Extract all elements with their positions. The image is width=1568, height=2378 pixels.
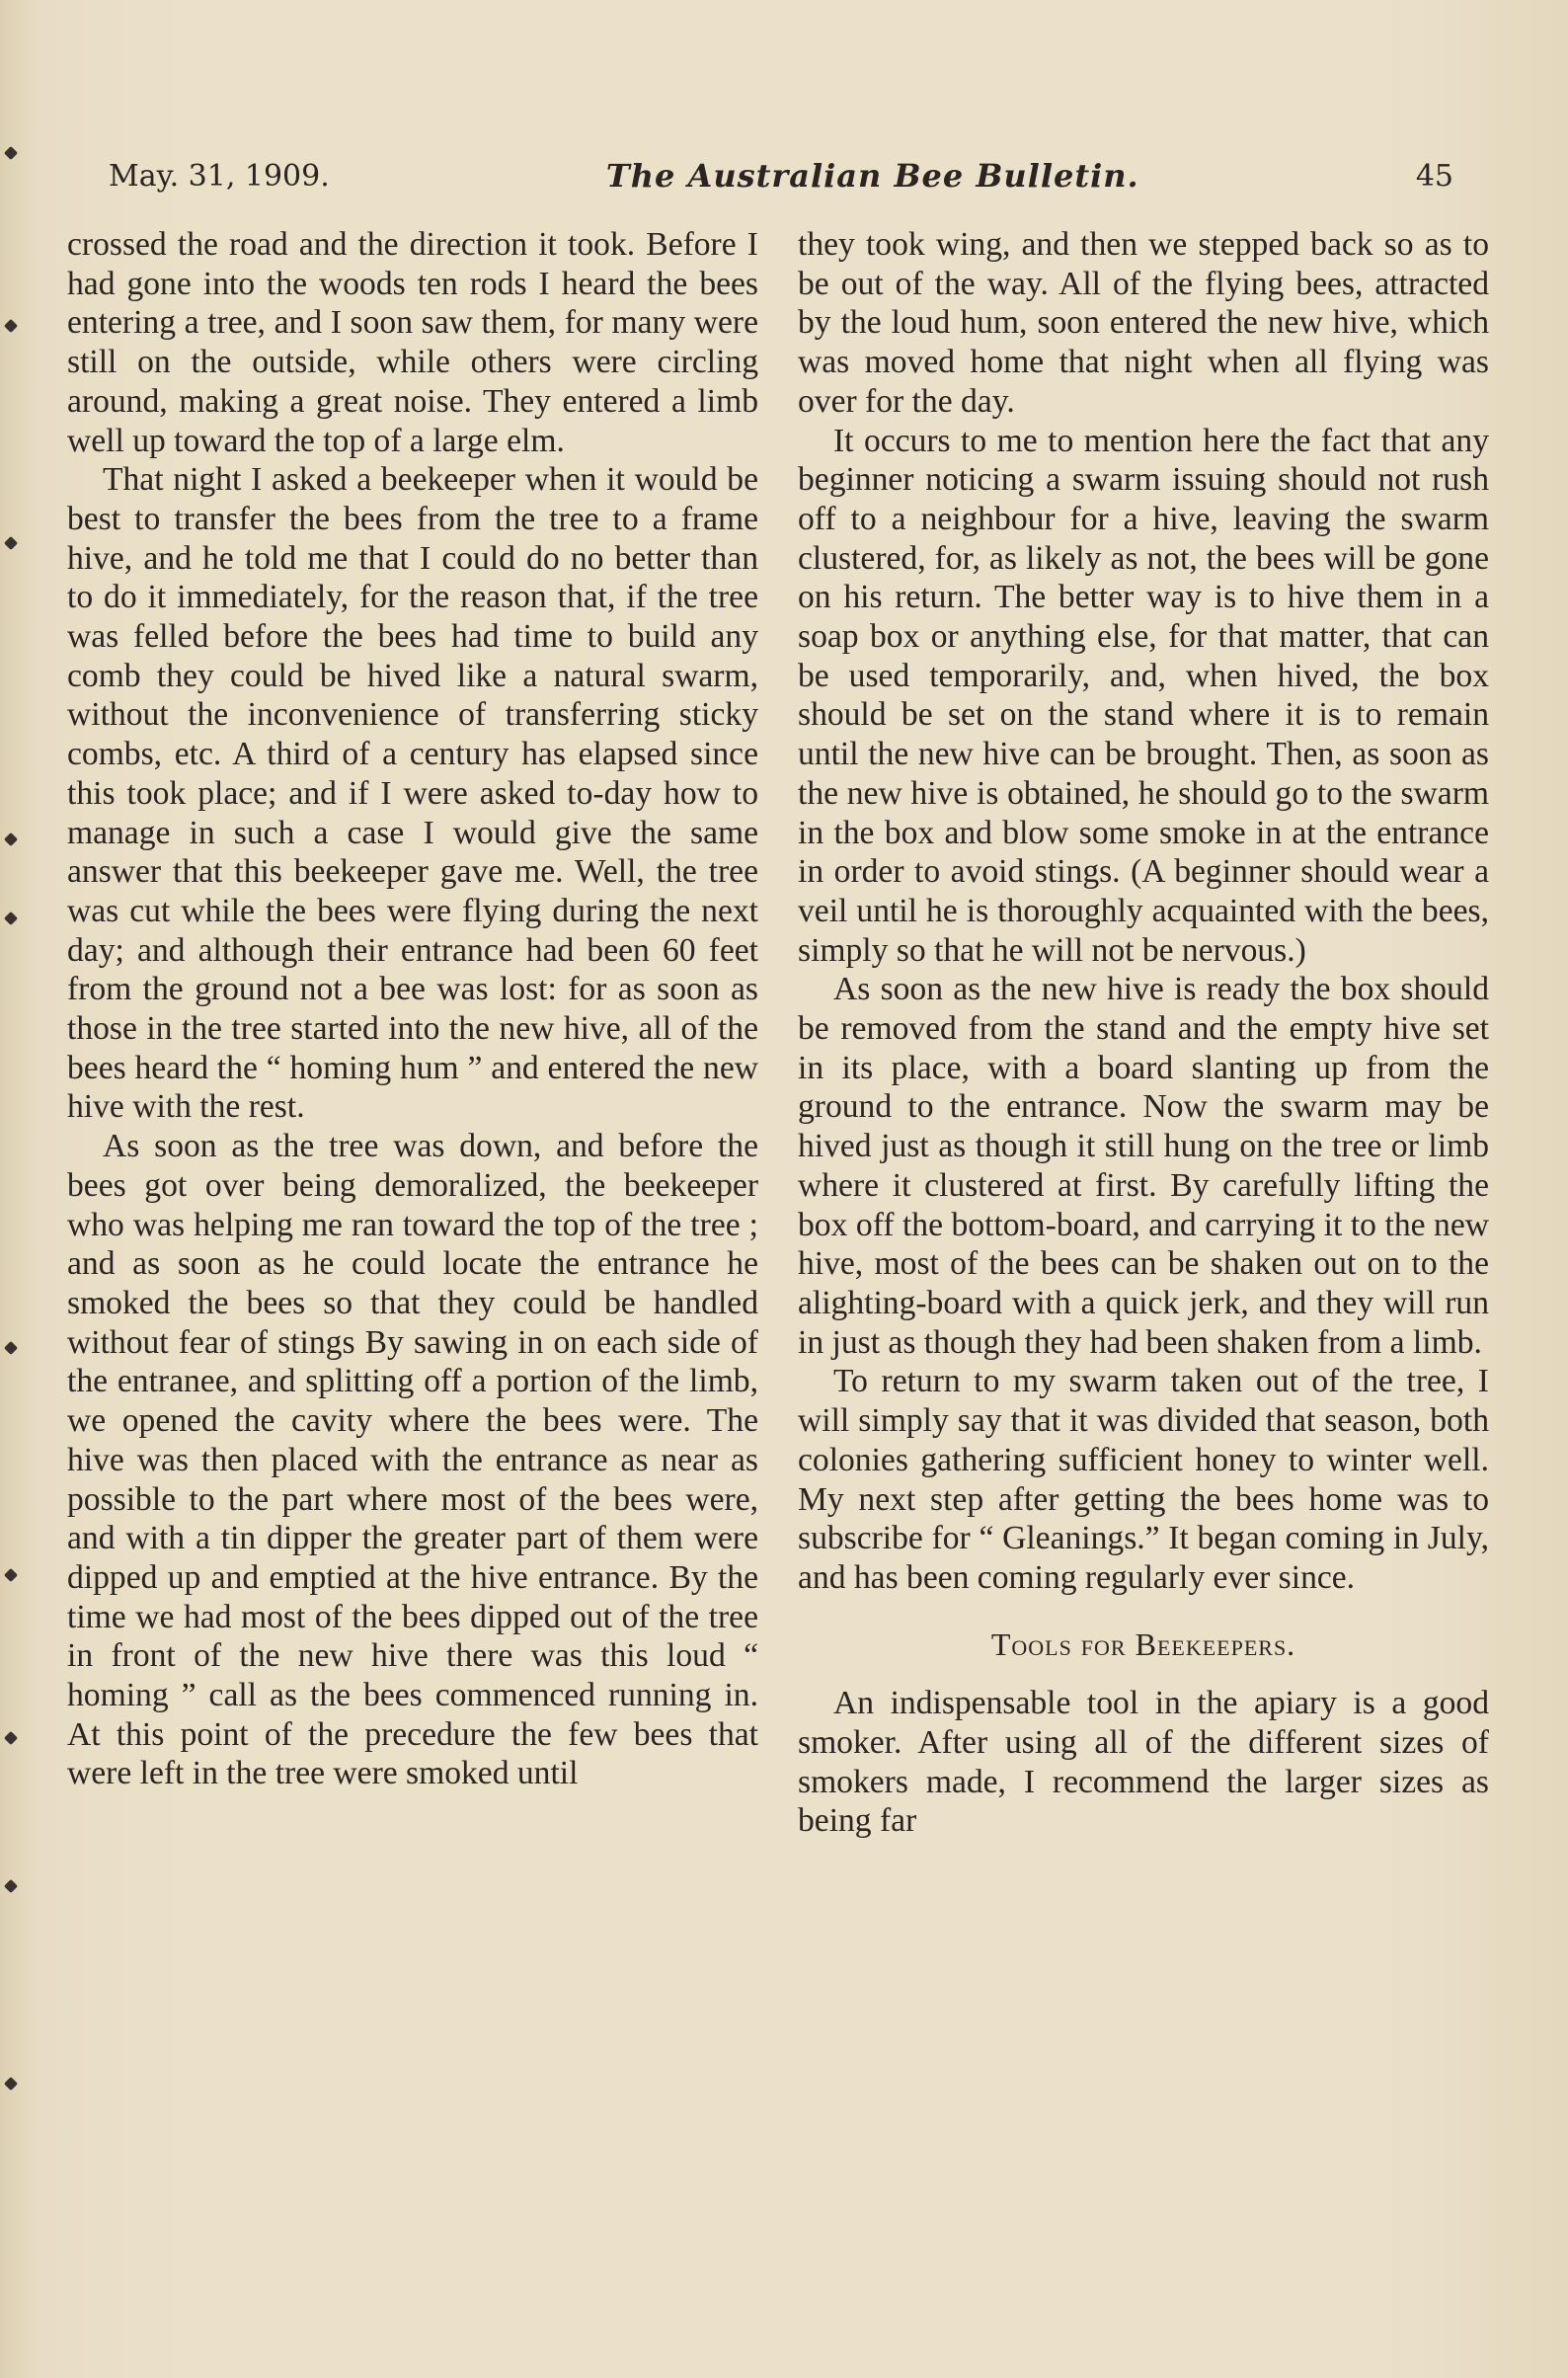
paragraph: As soon as the new hive is ready the box should be removed from the stand and the empty hive set in its place, with a board slanting up from the ground to the entrance. Now the swarm may be hived just as though it still hung on the tree or limb where it clustered at first. By carefully lifting the box off the bottom-board, and carrying it to the new hive, most of the bees can be shaken out on to the alighting-board with a quick jerk, and they will run in just as though they had been shaken from a limb. (798, 971, 1489, 1361)
page-number: 45 (1415, 158, 1453, 194)
paragraph: An indispensable tool in the apiary is a good smoker. After using all of the different sizes of smokers made, I recommend the larger sizes as being far (798, 1685, 1489, 1840)
left-column (67, 225, 758, 1841)
paragraph: crossed the road and the direction it took. Before I had gone into the woods ten rods I heard the bees entering a tree, and I soon saw them, for many were still on the outside, while others were circling around, making a great noise. They entered a limb well up toward the top of a large elm. (67, 226, 758, 459)
margin-mark (4, 832, 18, 846)
publication-title: The Australian Bee Bulletin. (605, 157, 1139, 195)
right-column (798, 225, 1489, 1841)
issue-date: May. 31, 1909. (109, 158, 330, 194)
paragraph: As soon as the tree was down, and before the bees got over being demoralized, the beekeeper who was helping me ran toward the top of the tree ; and as soon as he could locate the entrance he smoked the bees so that they could be handled without fear of stings By sawing in on each side of the entranee, and splitting off a portion of the limb, we opened the cavity where the bees were. The hive was then placed with the entrance as near as possible to the part where most of the bees were, and with a tin dipper the greater part of them were dipped up and emptied at the hive entrance. By the time we had most of the bees dipped out of the tree in front of the new hive there was this loud “ homing ” call as the bees commenced running in. At this point of the precedure the few bees that were left in the tree were smoked until (67, 1128, 758, 1792)
paragraph: To return to my swarm taken out of the tree, I will simply say that it was divided that season, both colonies gathering sufficient honey to winter well. My next step after getting the bees home was to subscribe for “ Gleanings.” It began coming in July, and has been coming regularly ever since. (798, 1363, 1489, 1596)
section-heading: Tools for Beekeepers. (990, 1625, 1296, 1662)
margin-mark (4, 1879, 18, 1893)
page-header (109, 148, 1453, 203)
margin-mark (4, 319, 18, 333)
paragraph: It occurs to me to mention here the fact that any beginner noticing a swarm issuing should not rush off to a neighbour for a hive, leaving the swarm clustered, for, as likely as not, the bees will be gone on his return. The better way is to hive them in a soap box or anything else, for that matter, that can be used temporarily, and, when hived, the box should be set on the stand where it is to remain until the new hive can be brought. Then, as soon as the new hive is obtained, he should go to the swarm in the box and blow some smoke in at the entrance in order to avoid stings. (A beginner should wear a veil until he is thoroughly acquainted with the bees, simply so that he will not be nervous.) (798, 422, 1489, 969)
paragraph: they took wing, and then we stepped back so as to be out of the way. All of the flying bees, attracted by the loud hum, soon entered the new hive, which was moved home that night when all flying was over for the day. (798, 226, 1489, 420)
margin-mark (4, 1731, 18, 1745)
margin-marks (0, 0, 30, 2378)
margin-mark (4, 912, 18, 925)
article-columns (67, 225, 1489, 1841)
margin-mark (4, 2077, 18, 2091)
margin-mark (4, 146, 18, 160)
margin-mark (4, 536, 18, 550)
paragraph: That night I asked a beekeeper when it would be best to transfer the bees from the tree to a frame hive, and he told me that I could do no better than to do it immediately, for the reason that, if the tree was felled before the bees had time to build any comb they could be hived like a natural swarm, without the inconvenience of transferring sticky combs, etc. A third of a century has elapsed since this took place; and if I were asked to-day how to manage in such a case I would give the same answer that this beekeeper gave me. Well, the tree was cut while the bees were flying during the next day; and although their entrance had been 60 feet from the ground not a bee was lost: for as soon as those in the tree started into the new hive, all of the bees heard the “ homing hum ” and entered the new hive with the rest. (67, 461, 758, 1126)
margin-mark (4, 1341, 18, 1355)
margin-mark (4, 1568, 18, 1582)
